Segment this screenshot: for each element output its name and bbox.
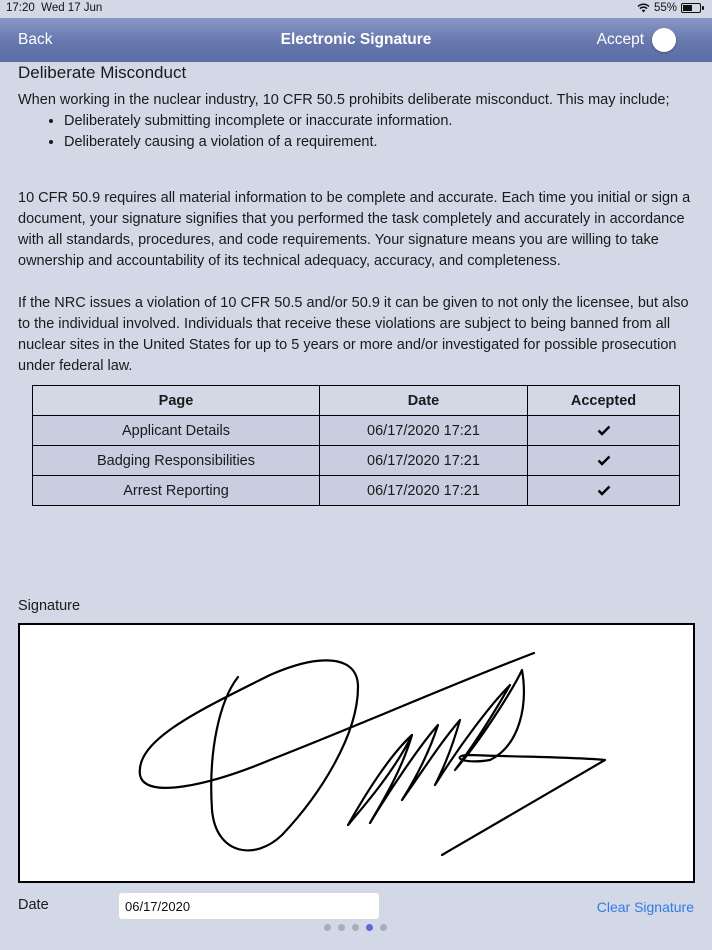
- battery-percent: 55%: [653, 2, 677, 14]
- intro-paragraph: When working in the nuclear industry, 10 CFR 50.5 prohibits deliberate misconduct. This may include;: [18, 92, 670, 108]
- page-dot[interactable]: [338, 924, 345, 931]
- header-accepted: Accepted: [528, 386, 680, 416]
- check-icon: [597, 425, 611, 436]
- date-field[interactable]: [118, 892, 380, 920]
- page-dot[interactable]: [366, 924, 373, 931]
- signature-label: Signature: [18, 598, 81, 614]
- row-page: Applicant Details: [33, 416, 320, 446]
- status-bar: [0, 0, 712, 18]
- table-row: [33, 416, 680, 446]
- accept-toggle[interactable]: [652, 28, 676, 52]
- status-time-date: [6, 2, 102, 14]
- battery-fill: [683, 5, 692, 11]
- page-dot[interactable]: [324, 924, 331, 931]
- back-button[interactable]: Back: [18, 31, 53, 48]
- check-icon: [597, 455, 611, 466]
- page-dot[interactable]: [352, 924, 359, 931]
- status-date: Wed 17 Jun: [41, 2, 103, 14]
- table-header-row: [33, 386, 680, 416]
- check-icon: [597, 485, 611, 496]
- clear-signature-button[interactable]: Clear Signature: [596, 899, 694, 915]
- list-item: • Deliberately submitting incomplete or inaccurate information.: [64, 111, 452, 132]
- navigation-bar: [0, 18, 712, 62]
- page-title: Electronic Signature: [280, 31, 432, 48]
- table-row: [33, 446, 680, 476]
- accepted-pages-table: [32, 385, 680, 506]
- row-date: 06/17/2020 17:21: [320, 446, 528, 476]
- accuracy-paragraph: 10 CFR 50.9 requires all material information to be complete and accurate. Each time you initial or sign a document, your signature signifies that you performed the task completely and accurately in accordance with all standards, procedures, and code requirements. Your signature means you are willing to take ownership and accountability of its technical adequacy, accuracy, and completeness.: [18, 190, 691, 269]
- battery-tip: [702, 6, 704, 10]
- header-date: Date: [320, 386, 528, 416]
- signature-pad[interactable]: [18, 623, 695, 883]
- status-right: [637, 2, 704, 14]
- signature-stroke: [20, 625, 693, 881]
- header-page: Page: [33, 386, 320, 416]
- date-label: Date: [18, 897, 49, 913]
- misconduct-list: [18, 111, 452, 153]
- row-accepted: [528, 476, 680, 506]
- row-accepted: [528, 446, 680, 476]
- wifi-icon: [637, 3, 650, 13]
- row-page: Arrest Reporting: [33, 476, 320, 506]
- list-item: • Deliberately causing a violation of a requirement.: [64, 132, 452, 153]
- page-dot[interactable]: [380, 924, 387, 931]
- status-time: 17:20: [6, 2, 35, 14]
- row-page: Badging Responsibilities: [33, 446, 320, 476]
- row-date: 06/17/2020 17:21: [320, 416, 528, 446]
- violation-paragraph: If the NRC issues a violation of 10 CFR 50.5 and/or 50.9 it can be given to not only the licensee, but also to the individual involved. Individuals that receive these violations are subject to being banned from all nuclear sites in the United States for up to 5 years or more and/or investigated for possible prosecution under federal law.: [18, 295, 689, 374]
- row-accepted: [528, 416, 680, 446]
- page-indicator: [324, 924, 387, 931]
- accept-label: Accept: [596, 31, 644, 48]
- section-title: Deliberate Misconduct: [18, 63, 187, 82]
- table-row: [33, 476, 680, 506]
- row-date: 06/17/2020 17:21: [320, 476, 528, 506]
- battery-icon: [681, 3, 701, 13]
